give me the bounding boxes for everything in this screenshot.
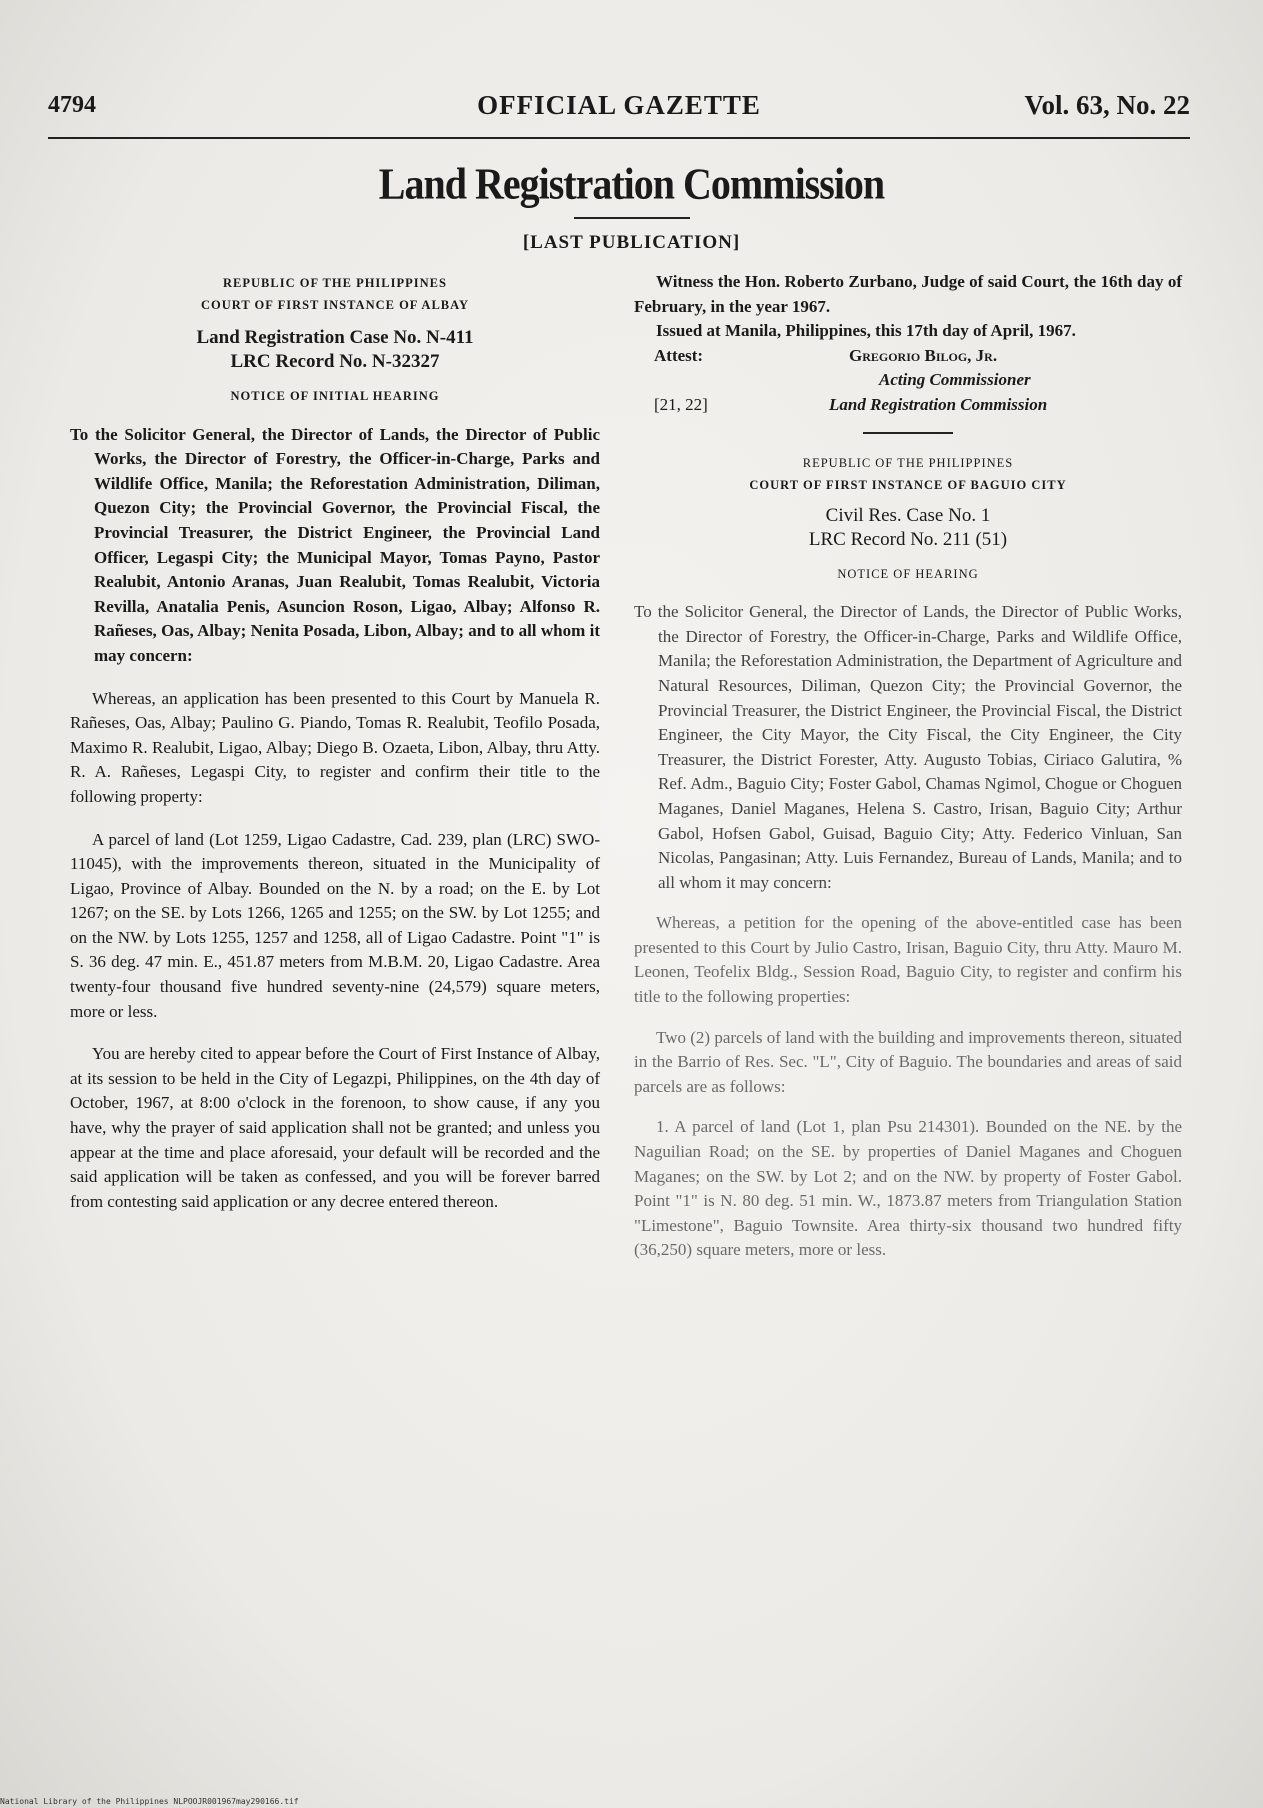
- notice-heading-2: NOTICE OF HEARING: [837, 566, 979, 581]
- witness-paragraph: Witness the Hon. Roberto Zurbano, Judge of said Court, the 16th day of February, in the year 1967.: [634, 272, 1182, 316]
- header-rule: [48, 137, 1190, 139]
- attest-label: Attest:: [654, 345, 704, 365]
- signer-title: Acting Commissioner: [879, 370, 1031, 390]
- republic-heading-2: REPUBLIC OF THE PHILIPPINES: [802, 455, 1014, 470]
- scan-footer: National Library of the Philippines NLPOOJR001967may290166.tif: [0, 1797, 299, 1806]
- volume-number: Vol. 63, No. 22: [1024, 90, 1190, 120]
- signer-office-row: [634, 393, 1182, 418]
- whereas-paragraph-2: Whereas, a petition for the opening of the above-entitled case has been presented to this Court by Julio Castro, Irisan, Baguio City, thru Atty. Mauro M. Leonen, Teofelix Bldg., Session Road, Baguio City, to register and confirm his title to the following properties:: [634, 913, 1182, 1007]
- signer-title-row: [634, 368, 1182, 393]
- two-parcels-paragraph: Two (2) parcels of land with the building and improvements thereon, situated in the Barrio of Res. Sec. "L", City of Baguio. The boundaries and areas of said parcels are as follows:: [634, 1027, 1182, 1096]
- case-number-2: Civil Res. Case No. 1: [825, 504, 991, 526]
- last-publication-label: [LAST PUBLICATION]: [522, 232, 741, 253]
- notice-separator: [863, 432, 953, 434]
- publication-title: OFFICIAL GAZETTE: [477, 90, 761, 120]
- signer-office: Land Registration Commission: [829, 394, 1048, 414]
- case-number: Land Registration Case No. N-411: [196, 327, 474, 348]
- parcel-description: A parcel of land (Lot 1259, Ligao Cadastre, Cad. 239, plan (LRC) SWO-11045), with the improvements thereon, situated in the Municipality of Ligao, Province of Albay. Bounded on the N. by a road; on the E. by Lot 1267; on the SE. by Lots 1266, 1265 and 1255; on the SW. by Lot 1255; and on the NW. by Lots 1255, 1257 and 1258, all of Ligao Cadastre. Point "1" is S. 36 deg. 47 min. E., 451.87 meters from M.B.M. 20, Ligao Cadastre. Area twenty-four thousand five hundred seventy-nine (24,579) square meters, more or less.: [70, 829, 600, 1021]
- court-heading-2: COURT OF FIRST INSTANCE OF BAGUIO CITY: [749, 477, 1067, 492]
- parcel-1-description: 1. A parcel of land (Lot 1, plan Psu 214301). Bounded on the NE. by the Naguilian Road; on the SE. by properties of Daniel Maganes and Choguen Maganes; on the SW. by Lot 2; and on the NW. by property of Foster Gabol. Point "1" is N. 80 deg. 51 min. W., 1873.87 meters from Triangulation Station "Limestone", Baguio Townsite. Area thirty-six thousand two hundred fifty (36,250) square meters, more or less.: [634, 1117, 1182, 1260]
- whereas-paragraph: Whereas, an application has been presented to this Court by Manuela R. Rañeses, Oas, Albay; Paulino G. Piando, Tomas R. Realubit, Teofilo Posada, Maximo R. Realubit, Ligao, Albay; Diego B. Ozaeta, Libon, Albay, thru Atty. R. A. Rañeses, Legaspi City, to register and confirm their title to the following property:: [70, 688, 600, 806]
- signer-name: Gregorio Bilog, Jr.: [849, 345, 998, 365]
- page-header: [48, 90, 1190, 130]
- addressees-2: To the Solicitor General, the Director of Lands, the Director of Public Works, the Director of Forestry, the Officer-in-Charge, Parks and Wildlife Office, Manila; the Reforestation Administration, the Department of Agriculture and Natural Resources, Diliman, Quezon City; the Provincial Governor, the Provincial Treasurer, the District Engineer, the Provincial Fiscal, the District Engineer, the City Mayor, the City Fiscal, the City Engineer, the City Treasurer, the District Forester, Atty. Augusto Tobias, Ciriaco Galutira, % Ref. Adm., Baguio City; Foster Gabol, Chamas Ngimol, Chogue or Choguen Maganes, Daniel Maganes, Helena S. Castro, Irisan, Baguio City; Arthur Gabol, Hofsen Gabol, Guisad, Baguio City; Atty. Federico Vinluan, San Nicolas, Pangasinan; Atty. Luis Fernandez, Bureau of Lands, Manila; and to all whom it may concern:: [634, 602, 1182, 892]
- issue-reference: [21, 22]: [654, 394, 708, 414]
- addressees: To the Solicitor General, the Director of Lands, the Director of Public Works, the Director of Forestry, the Officer-in-Charge, Parks and Wildlife Office, Manila; the Reforestation Administration, Diliman, Quezon City; the Provincial Governor, the Provincial Fiscal, the Provincial Treasurer, the District Engineer, the Provincial Land Officer, Legaspi City; the Municipal Mayor, Tomas Payno, Pastor Realubit, Antonio Aranas, Juan Realubit, Tomas Realubit, Victoria Revilla, Anatalia Penis, Asuncion Roson, Ligao, Albay; Alfonso R. Rañeses, Oas, Albay; Nenita Posada, Libon, Albay; and to all whom it may concern:: [70, 424, 600, 665]
- section-title: Land Registration Commission: [378, 158, 885, 209]
- court-heading: COURT OF FIRST INSTANCE OF ALBAY: [200, 298, 470, 312]
- right-column: [634, 270, 1182, 1263]
- citation-paragraph: You are hereby cited to appear before the Court of First Instance of Albay, at its session to be held in the City of Legazpi, Philippines, on the 4th day of October, 1967, at 8:00 o'clock in the forenoon, to show cause, if any you have, why the prayer of said application shall not be granted; and unless you appear at the time and place aforesaid, your default will be recorded and the said application will be taken as confessed, and you will be forever barred from contesting said application or any decree entered thereon.: [70, 1044, 600, 1211]
- left-column: [70, 272, 600, 1214]
- republic-heading: REPUBLIC OF THE PHILIPPINES: [223, 276, 447, 290]
- page-number: 4794: [48, 92, 96, 118]
- lrc-record-2: LRC Record No. 211 (51): [808, 528, 1008, 550]
- title-rule: [574, 217, 690, 219]
- issued-paragraph: Issued at Manila, Philippines, this 17th day of April, 1967.: [656, 321, 1076, 341]
- notice-heading: NOTICE OF INITIAL HEARING: [230, 389, 440, 403]
- attest-row: [634, 344, 1182, 369]
- lrc-record: LRC Record No. N-32327: [230, 351, 440, 372]
